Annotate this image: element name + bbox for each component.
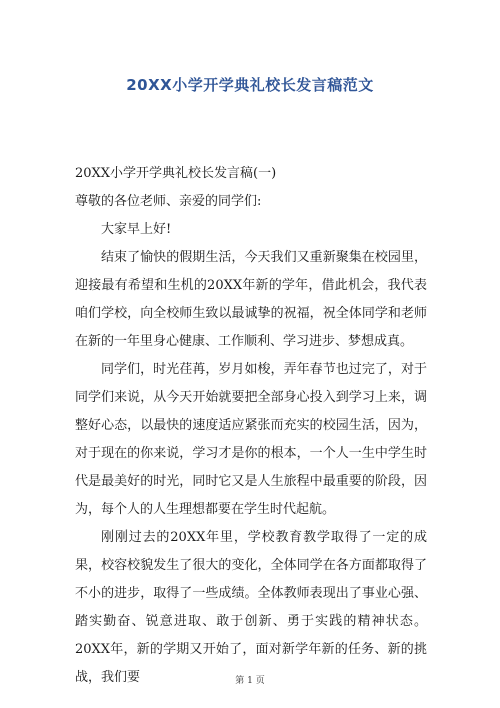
greeting: 大家早上好! — [101, 222, 172, 237]
body-paragraph-1: 结束了愉快的假期生活，今天我们又重新聚集在校园里，迎接最有希望和生机的20XX年新的学年，借此机会，我代表咱们学校，向全校师生致以最诚挚的祝福，祝全体同学和老师在新的一年里身心健康、工作顺利、学习进步、梦想成真。 — [75, 250, 427, 349]
body-paragraph-3: 刚刚过去的20XX年里，学校教育教学取得了一定的成果，校容校貌发生了很大的变化，全体同学在各方面都取得了不小的进步，取得了一些成绩。全体教师表现出了事业心强、踏实勤奋、锐意进取、敢于创新、勇于实践的精神状态。20XX年，新的学期又开始了，面对新学年新的任务、新的挑战，我们要 — [75, 530, 427, 685]
body-paragraph-2: 同学们，时光荏苒，岁月如梭，弄年春节也过完了，对于同学们来说，从今天开始就要把全部身心投入到学习上来，调整好心态，以最快的速度适应紧张而充实的校园生活，因为，对于现在的你来说，学习才是你的根本，一个人一生中学生时代是最美好的时光，同时它又是人生旅程中最重要的阶段，因为，每个人的人生理想都要在学生时代起航。 — [75, 362, 427, 517]
page-number: 第 1 页 — [235, 676, 265, 686]
salutation: 尊敬的各位老师、亲爱的同学们: — [75, 194, 262, 209]
speech-subtitle: 20XX小学开学典礼校长发言稿(一) — [75, 166, 277, 181]
document-body — [75, 160, 427, 692]
document-title: 20XX小学开学典礼校长发言稿范文 — [126, 76, 374, 94]
